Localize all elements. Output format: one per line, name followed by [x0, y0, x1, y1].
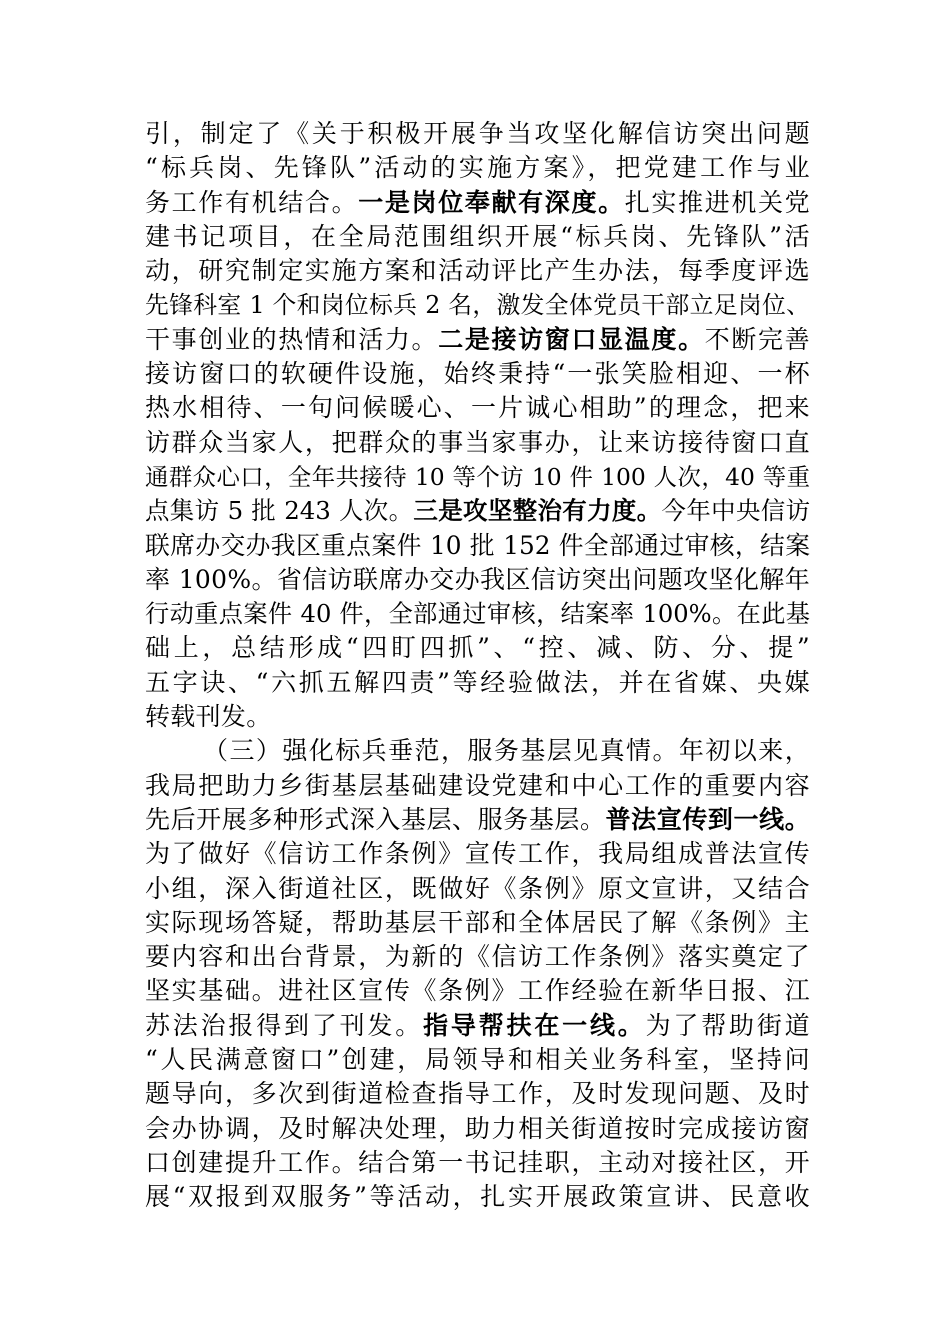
text-run: 扎实推进机关党: [624, 187, 810, 217]
text-line-8: [145, 357, 810, 391]
bold-heading-run: 二是接访窗口显温度。: [438, 324, 705, 354]
text-run: 础上，总结形成“四盯四抓”、“控、减、防、分、提”: [145, 633, 810, 663]
text-run: 要内容和出台背景，为新的《信访工作条例》落实奠定了: [145, 942, 810, 972]
text-line-2: [145, 151, 810, 185]
text-run: 实际现场答疑，帮助基层干部和全体居民了解《条例》主: [145, 907, 810, 937]
text-run: “标兵岗、先锋队”活动的实施方案》，把党建工作与业: [145, 153, 810, 183]
text-line-17: [145, 666, 810, 700]
text-line-14: [145, 563, 810, 597]
text-line-29: [145, 1077, 810, 1111]
bold-heading-run: 普法宣传到一线。: [605, 804, 810, 834]
text-line-3: [145, 186, 810, 220]
text-run: 动，研究制定实施方案和活动评比产生办法，每季度评选: [145, 256, 810, 286]
text-run: （三）强化标兵垂范，服务基层见真情。年初以来，: [203, 736, 810, 766]
document-body: [145, 117, 810, 1215]
text-run: 小组，深入街道社区，既做好《条例》原文宣讲，又结合: [145, 873, 810, 903]
text-run: 为了帮助街道: [645, 1010, 810, 1040]
text-run: 通群众心口，全年共接待 10 等个访 10 件 100 人次，40 等重: [145, 462, 810, 491]
text-run: 点集访 5 批 243 人次。: [145, 496, 414, 526]
text-line-13: [145, 529, 810, 563]
text-line-7: [145, 323, 810, 357]
text-run: 务工作有机结合。: [145, 187, 359, 217]
text-run: 口创建提升工作。结合第一书记挂职，主动对接社区，开: [145, 1147, 810, 1177]
text-line-5: [145, 254, 810, 288]
bold-heading-run: 三是攻坚整治有力度。: [413, 496, 662, 526]
text-run: 行动重点案件 40 件，全部通过审核，结案率 100%。在此基: [145, 600, 810, 629]
text-line-1: [145, 117, 810, 151]
bold-heading-run: 指导帮扶在一线。: [423, 1010, 646, 1040]
text-run: 坚实基础。进社区宣传《条例》工作经验在新华日报、江: [145, 976, 810, 1006]
text-line-25: [145, 940, 810, 974]
text-line-32: [145, 1180, 810, 1214]
text-run: 引，制定了《关于积极开展争当攻坚化解信访突出问题: [145, 119, 810, 148]
text-run: 会办协调，及时解决处理，助力相关街道按时完成接访窗: [145, 1113, 810, 1143]
text-line-16: [145, 631, 810, 665]
text-line-20: [145, 769, 810, 803]
text-run: 为了做好《信访工作条例》宣传工作，我局组成普法宣传: [145, 839, 810, 869]
text-run: 访群众当家人，把群众的事当家事办，让来访接待窗口直: [145, 427, 810, 457]
text-run: 五字诀、“六抓五解四责”等经验做法，并在省媒、央媒: [145, 667, 810, 697]
text-run: 先锋科室 1 个和岗位标兵 2 名，激发全体党员干部立足岗位、: [145, 291, 810, 320]
text-run: 先后开展多种形式深入基层、服务基层。: [145, 804, 606, 834]
text-line-28: [145, 1043, 810, 1077]
text-line-23: [145, 872, 810, 906]
bold-heading-run: 一是岗位奉献有深度。: [358, 187, 625, 217]
text-run: 率 100%。省信访联席办交办我区信访突出问题攻坚化解年: [145, 564, 810, 594]
text-line-11: [145, 460, 810, 494]
text-run: 联席办交办我区重点案件 10 批 152 件全部通过审核，结案: [145, 530, 810, 560]
text-line-4: [145, 220, 810, 254]
text-run: 干事创业的热情和活力。: [145, 324, 439, 354]
section-heading-line: [145, 734, 810, 768]
text-line-27: [145, 1009, 810, 1043]
text-line-30: [145, 1112, 810, 1146]
text-line-22: [145, 837, 810, 871]
text-line-10: [145, 426, 810, 460]
text-run: 热水相待、一句问候暖心、一片诚心相助”的理念，把来: [145, 393, 810, 423]
text-line-24: [145, 906, 810, 940]
text-run: 接访窗口的软硬件设施，始终秉持“一张笑脸相迎、一杯: [145, 359, 810, 389]
text-line-31: [145, 1146, 810, 1180]
text-run: 展“双报到双服务”等活动，扎实开展政策宣讲、民意收: [145, 1182, 810, 1212]
text-line-26: [145, 974, 810, 1008]
text-run: 今年中央信访: [661, 496, 811, 526]
text-run: 我局把助力乡街基层基础建设党建和中心工作的重要内容: [145, 770, 810, 800]
text-run: 苏法治报得到了刊发。: [145, 1010, 424, 1040]
text-run: 题导向，多次到街道检查指导工作，及时发现问题、及时: [145, 1079, 810, 1109]
text-run: “人民满意窗口”创建，局领导和相关业务科室，坚持问: [145, 1045, 810, 1075]
text-run: 转载刊发。: [145, 702, 272, 732]
text-line-18: [145, 700, 810, 734]
text-line-6: [145, 288, 810, 322]
text-run: 不断完善: [704, 324, 810, 354]
text-line-21: [145, 803, 810, 837]
text-line-12: [145, 494, 810, 528]
text-line-15: [145, 597, 810, 631]
text-run: 建书记项目，在全局范围组织开展“标兵岗、先锋队”活: [145, 221, 810, 251]
text-line-9: [145, 391, 810, 425]
